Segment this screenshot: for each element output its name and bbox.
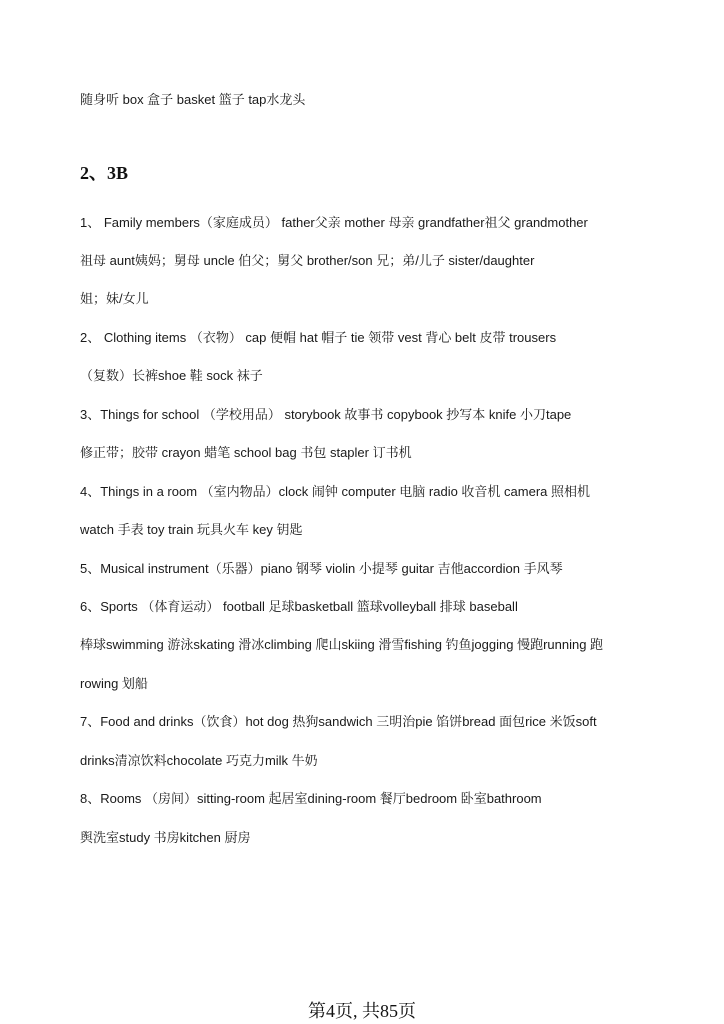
section-heading: 2、3B [80, 163, 129, 183]
text-line: 2、 Clothing items （衣物） cap 便帽 hat 帽子 tie 领带 vest 背心 belt 皮带 trousers [80, 330, 557, 345]
text-line: （复数）长裤shoe 鞋 sock 袜子 [80, 368, 263, 383]
text-line: 8、Rooms （房间）sitting-room 起居室dining-room 餐厅bedroom 卧室bathroom [80, 791, 542, 806]
text-line: drinks清凉饮料chocolate 巧克力milk 牛奶 [80, 753, 318, 768]
text-line: rowing 划船 [80, 676, 148, 691]
intro-line: 随身听 box 盒子 basket 篮子 tap水龙头 [80, 92, 306, 107]
text-line: 舆洗室study 书房kitchen 厨房 [80, 830, 251, 845]
text-line: watch 手表 toy train 玩具火车 key 钥匙 [80, 522, 303, 537]
page-number-footer: 第4页, 共85页 [308, 1001, 416, 1021]
text-line: 棒球swimming 游泳skating 滑冰climbing 爬山skiing 滑雪fishing 钓鱼jogging 慢跑running 跑 [80, 637, 604, 652]
text-line: 修正带；胶带 crayon 蜡笔 school bag 书包 stapler 订书机 [80, 445, 412, 460]
text-line: 姐；妹/女儿 [80, 291, 149, 306]
text-line: 6、Sports （体育运动） football 足球basketball 篮球volleyball 排球 baseball [80, 599, 518, 614]
text-line: 3、Things for school （学校用品） storybook 故事书 copybook 抄写本 knife 小刀tape [80, 407, 572, 422]
text-line: 1、 Family members（家庭成员） father父亲 mother 母亲 grandfather祖父 grandmother [80, 215, 588, 230]
text-line: 7、Food and drinks（饮食）hot dog 热狗sandwich 三明治pie 馅饼bread 面包rice 米饭soft [80, 714, 597, 729]
text-line: 祖母 aunt姨妈；舅母 uncle 伯父；舅父 brother/son 兄；弟/儿子 sister/daughter [80, 253, 535, 268]
text-line: 4、Things in a room （室内物品）clock 闹钟 computer 电脑 radio 收音机 camera 照相机 [80, 484, 591, 499]
text-line: 5、Musical instrument（乐器）piano 钢琴 violin 小提琴 guitar 吉他accordion 手风琴 [80, 561, 563, 576]
